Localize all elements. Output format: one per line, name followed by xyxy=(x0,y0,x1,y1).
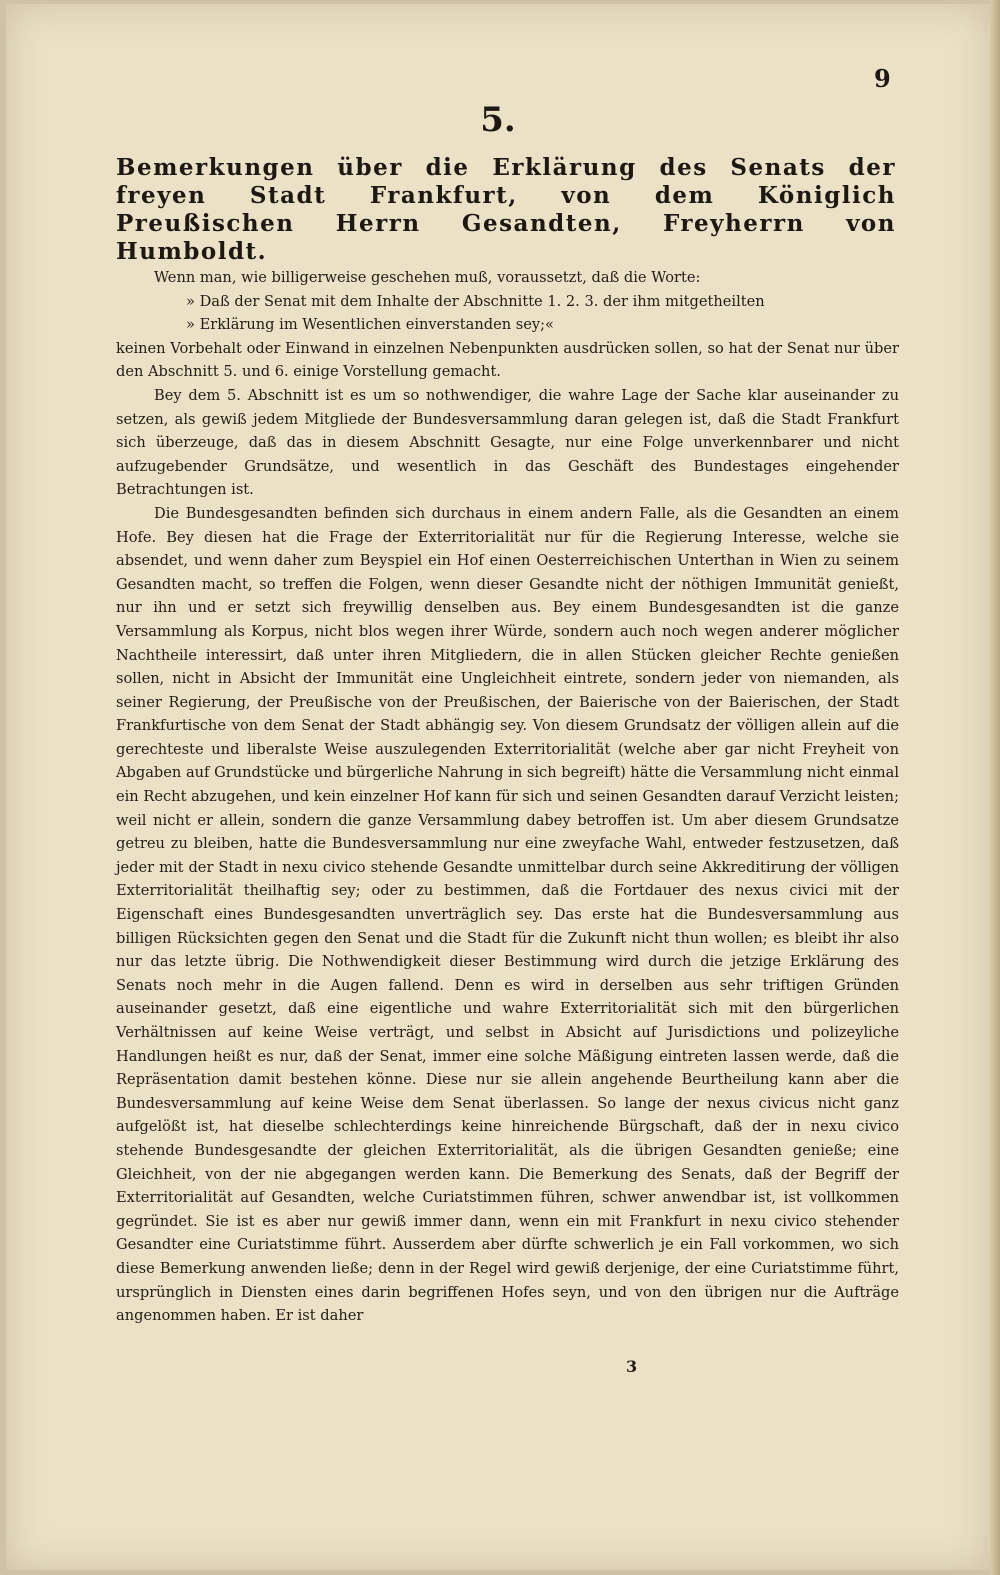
quote-line: » Erklärung im Wesentlichen einverstanden sey;« xyxy=(186,316,554,334)
page-number: 9 xyxy=(874,64,891,93)
book-page xyxy=(6,4,990,1570)
paragraph: Bey dem 5. Abschnitt ist es um so nothwendiger, die wahre Lage der Sache klar auseinander zu setzen, als gewiß jedem Mitgliede der Bundesversammlung daran gelegen ist, daß die Stadt Frankfurt sich überzeuge, daß das in diesem Abschnitt Gesagte, nur eine Folge unverkennbarer und nicht aufzugebender Grundsätze, und wesentlich in das Geschäft des Bundestages eingehender Betrachtungen ist. xyxy=(116,386,899,499)
paragraph: keinen Vorbehalt oder Einwand in einzelnen Nebenpunkten ausdrücken sollen, so hat der Senat nur über den Abschnitt 5. und 6. einige Vorstellung gemacht. xyxy=(116,339,899,381)
intro-paragraph: Wenn man, wie billigerweise geschehen muß, voraussetzt, daß die Worte: xyxy=(154,269,701,286)
body-text xyxy=(116,266,899,1328)
page-title: Bemerkungen über die Erklärung des Senats der freyen Stadt Frankfurt, von dem Königlich Preußischen Herrn Gesandten, Freyherrn von Humboldt. xyxy=(116,154,896,265)
page-edge xyxy=(990,0,1000,1575)
paragraph: Die Bundesgesandten befinden sich durchaus in einem andern Falle, als die Gesandten an einem Hofe. Bey diesen hat die Frage der Exterritorialität nur für die Regierung Interesse, welche sie absendet, und wenn daher zum Beyspiel ein Hof einen Oesterreichischen Unterthan in Wien zu seinem Gesandten macht, so treffen die Folgen, wenn dieser Gesandte nicht der nöthigen Immunität genießt, nur ihn und er setzt sich freywillig denselben aus. Bey einem Bundesgesandten ist die ganze Versammlung als Korpus, nicht blos wegen ihrer Würde, sondern auch noch wegen anderer möglicher Nachtheile interessirt, daß unter ihren Mitgliedern, die in allen Stücken gleicher Rechte genießen sollen, nicht in Absicht der Immunität eine Ungleichheit eintrete, sondern jeder von niemanden, als seiner Regierung, der Preußische von der Preußischen, der Baierische von der Baierischen, der Stadt Frankfurtische von dem Senat der Stadt abhängig sey. Von diesem Grundsatz der völligen allein auf die gerechteste und liberalste Weise auszulegenden Exterritorialität (welche aber gar nicht Freyheit von Abgaben auf Grundstücke und bürgerliche Nahrung in sich begreift) hätte die Versammlung nicht einmal ein Recht abzugehen, und kein einzelner Hof kann für sich und seinen Gesandten darauf Verzicht leisten; weil nicht er allein, sondern die ganze Versammlung dabey betroffen ist. Um aber diesem Grundsatze getreu zu bleiben, hatte die Bundesversammlung nur eine zweyfache Wahl, entweder festzusetzen, daß jeder mit der Stadt in nexu civico stehende Gesandte unmittelbar durch seine Akkreditirung der völligen Exterritorialität theilhaftig sey; oder zu bestimmen, daß die Fortdauer des nexus civici mit der Eigenschaft eines Bundesgesandten unverträglich sey. Das erste hat die Bundesversammlung aus billigen Rücksichten gegen den Senat und die Stadt für die Zukunft nicht thun wollen; es bleibt ihr also nur das letzte übrig. Die Nothwendigkeit dieser Bestimmung wird durch die jetzige Erklärung des Senats noch mehr in die Augen fallend. Denn es wird in derselben aus sehr triftigen Gründen auseinander gesetzt, daß eine eigentliche und wahre Exterritorialität sich mit den bürgerlichen Verhältnissen auf keine Weise verträgt, und selbst in Absicht auf Jurisdictions und polizeyliche Handlungen heißt es nur, daß der Senat, immer eine solche Mäßigung eintreten lassen werde, daß die Repräsentation damit bestehen könne. Diese nur sie allein angehende Beurtheilung kann aber die Bundesversammlung auf keine Weise dem Senat überlassen. So lange der nexus civicus nicht ganz aufgelößt ist, hat dieselbe schlechterdings keine hinreichende Bürgschaft, daß der in nexu civico stehende Bundesgesandte der gleichen Exterritorialität, als die übrigen Gesandten genieße; eine Gleichheit, von der nie abgegangen werden kann. Die Bemerkung des Senats, daß der Begriff der Exterritorialität auf Gesandten, welche Curiatstimmen führen, schwer anwendbar ist, ist vollkommen gegründet. Sie ist es aber nur gewiß immer dann, wenn ein mit Frankfurt in nexu civico stehender Gesandter eine Curiatstimme führt. Ausserdem aber dürfte schwerlich je ein Fall vorkommen, wo sich diese Bemerkung anwenden ließe; denn in der Regel wird gewiß derjenige, der eine Curiatstimme führt, ursprünglich in Diensten eines darin begriffenen Hofes seyn, und von den übrigen nur die Aufträge angenommen haben. Er ist daher xyxy=(116,504,899,1325)
quote-line: » Daß der Senat mit dem Inhalte der Abschnitte 1. 2. 3. der ihm mitgetheilten xyxy=(186,292,765,310)
section-number: 5. xyxy=(480,100,516,140)
block-quote xyxy=(186,290,899,337)
signature-mark: 3 xyxy=(626,1357,638,1376)
